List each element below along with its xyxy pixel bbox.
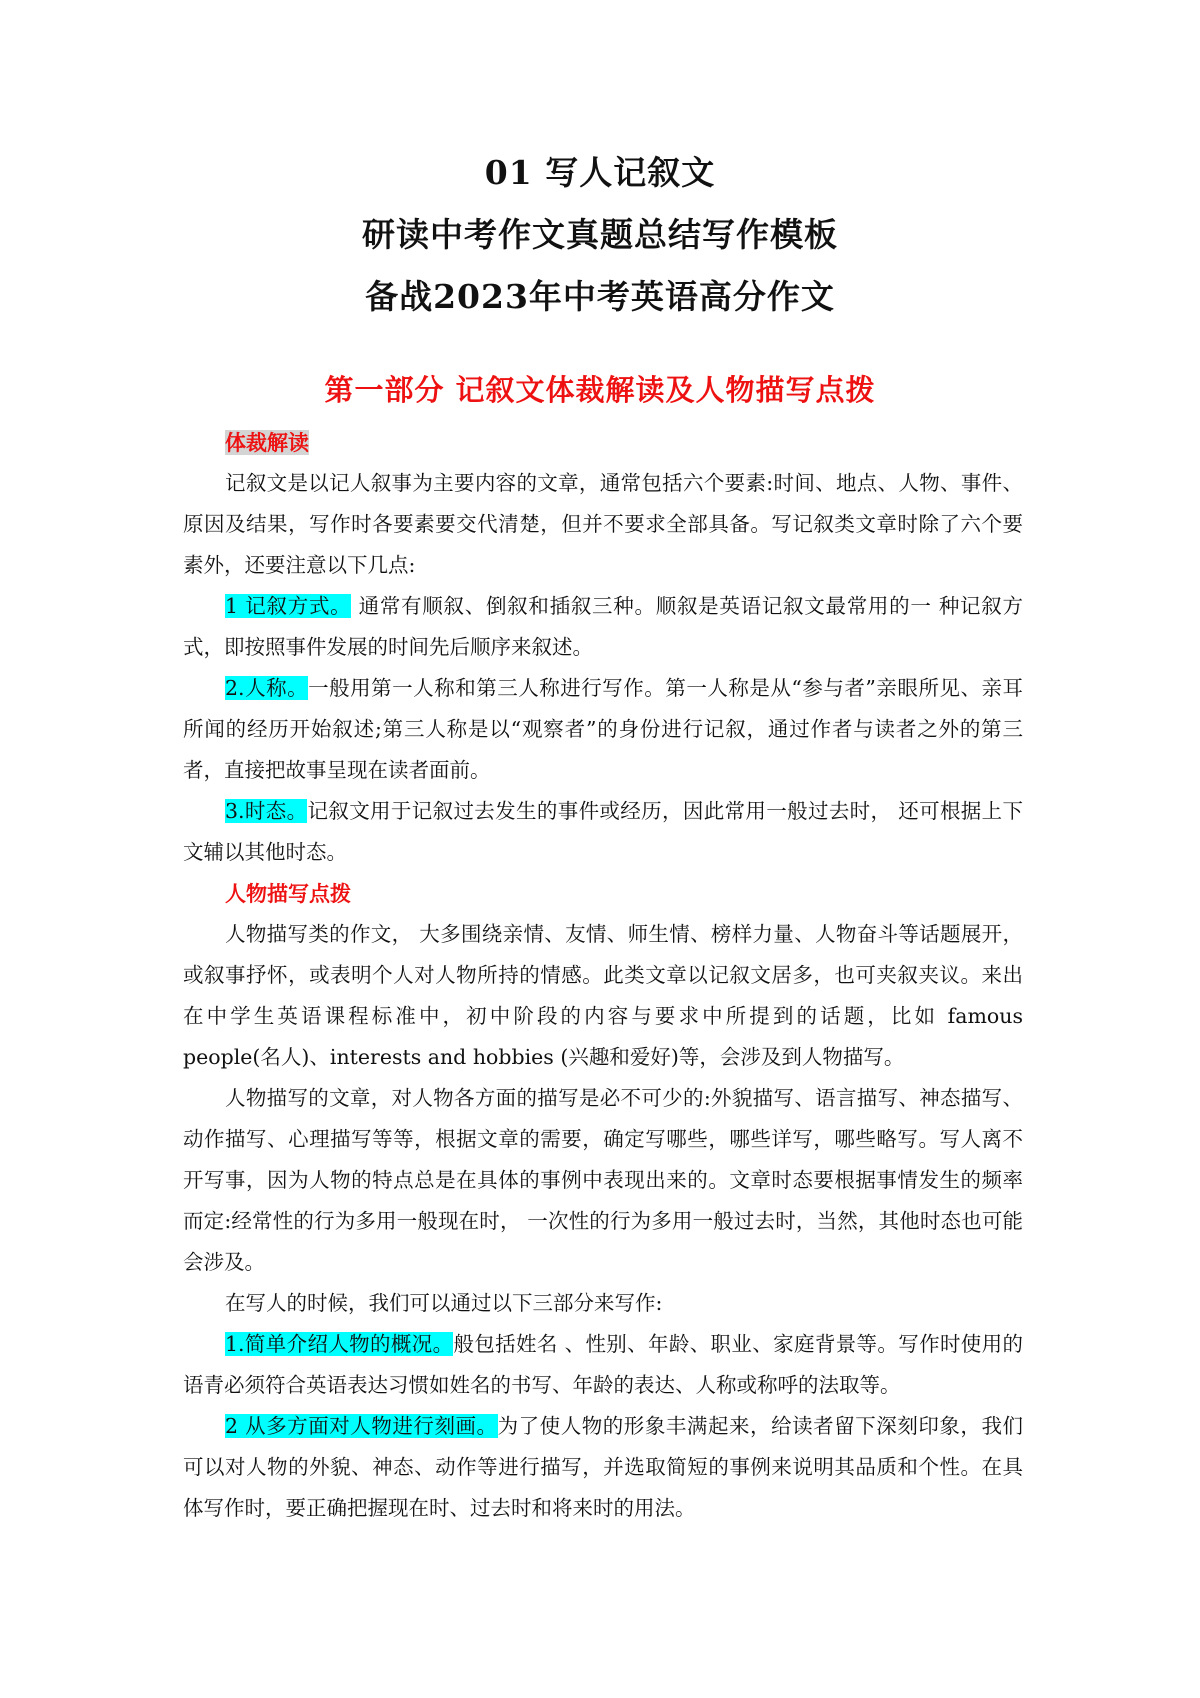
character-paragraph-1: 人物描写类的作文， 大多围绕亲情、友情、师生情、榜样力量、人物奋斗等话题展开，或叙事抒怀，或表明个人对人物所持的情感。此类文章以记叙文居多，也可夹叙夹议。来出在中学生英语课程标准中，初中阶段的内容与要求中所提到的话题，比如 famous people(名人)、interests and hobbies (兴趣和爱好)等，会涉及到人物描写。 bbox=[183, 922, 1023, 1069]
section-heading: 第一部分 记叙文体裁解读及人物描写点拨 bbox=[324, 373, 876, 407]
title-line-2: 研读中考作文真题总结写作模板 bbox=[362, 215, 838, 254]
title-line-3: 备战2023年中考英语高分作文 bbox=[365, 277, 835, 316]
step-2-label: 2 从多方面对人物进行刻画。 bbox=[225, 1414, 498, 1438]
genre-intro-paragraph: 记叙文是以记人叙事为主要内容的文章，通常包括六个要素:时间、地点、人物、事件、原因及结果，写作时各要素要交代清楚，但并不要求全部具备。写记叙类文章时除了六个要素外，还要注意以下几点: bbox=[183, 471, 1023, 577]
point-2-paragraph bbox=[183, 668, 1023, 791]
step-2-paragraph bbox=[183, 1406, 1023, 1529]
character-subheading: 人物描写点拨 bbox=[225, 881, 351, 906]
body-text bbox=[183, 422, 1023, 1529]
point-1-text: 通常有顺叙、倒叙和插叙三种。顺叙是英语记叙文最常用的一 种记叙方式，即按照事件发展的时间先后顺序来叙述。 bbox=[183, 594, 1024, 659]
point-3-text: 记叙文用于记叙过去发生的事件或经历，因此常用一般过去时， 还可根据上下文辅以其他时态。 bbox=[183, 799, 1024, 864]
title-line-1: 01 写人记叙文 bbox=[484, 153, 716, 192]
point-2-text: 一般用第一人称和第三人称进行写作。第一人称是从“参与者”亲眼所见、亲耳所闻的经历开始叙述;第三人称是以“观察者”的身份进行记叙，通过作者与读者之外的第三者，直接把故事呈现在读者面前。 bbox=[183, 676, 1023, 782]
document-title bbox=[0, 142, 1200, 328]
point-1-label: 1 记叙方式。 bbox=[225, 594, 352, 618]
point-1-paragraph bbox=[183, 586, 1023, 668]
step-2-text: 为了使人物的形象丰满起来，给读者留下深刻印象，我们可以对人物的外貌、神态、动作等进行描写，并选取简短的事例来说明其品质和个性。在具体写作时，要正确把握现在时、过去时和将来时的用法。 bbox=[183, 1414, 1024, 1520]
step-1-text: 般包括姓名 、性别、年龄、职业、家庭背景等。写作时使用的语青必须符合英语表达习惯如姓名的书写、年龄的表达、人称或称呼的法取等。 bbox=[183, 1332, 1024, 1397]
genre-subheading-label: 体裁解读 bbox=[225, 430, 309, 455]
character-paragraph-3: 在写人的时候，我们可以通过以下三部分来写作: bbox=[225, 1291, 663, 1315]
character-paragraph-2: 人物描写的文章，对人物各方面的描写是必不可少的:外貌描写、语言描写、神态描写、动作描写、心理描写等等，根据文章的需要，确定写哪些，哪些详写，哪些略写。写人离不开写事，因为人物的特点总是在具体的事例中表现出来的。文章时态要根据事情发生的频率而定:经常性的行为多用一般现在时， 一次性的行为多用一般过去时，当然，其他时态也可能会涉及。 bbox=[183, 1086, 1023, 1274]
step-1-label: 1.简单介绍人物的概况。 bbox=[225, 1332, 454, 1356]
point-3-label: 3.时态。 bbox=[225, 799, 308, 823]
point-3-paragraph bbox=[183, 791, 1023, 873]
genre-subheading bbox=[183, 422, 1023, 463]
point-2-label: 2.人称。 bbox=[225, 676, 309, 700]
step-1-paragraph bbox=[183, 1324, 1023, 1406]
